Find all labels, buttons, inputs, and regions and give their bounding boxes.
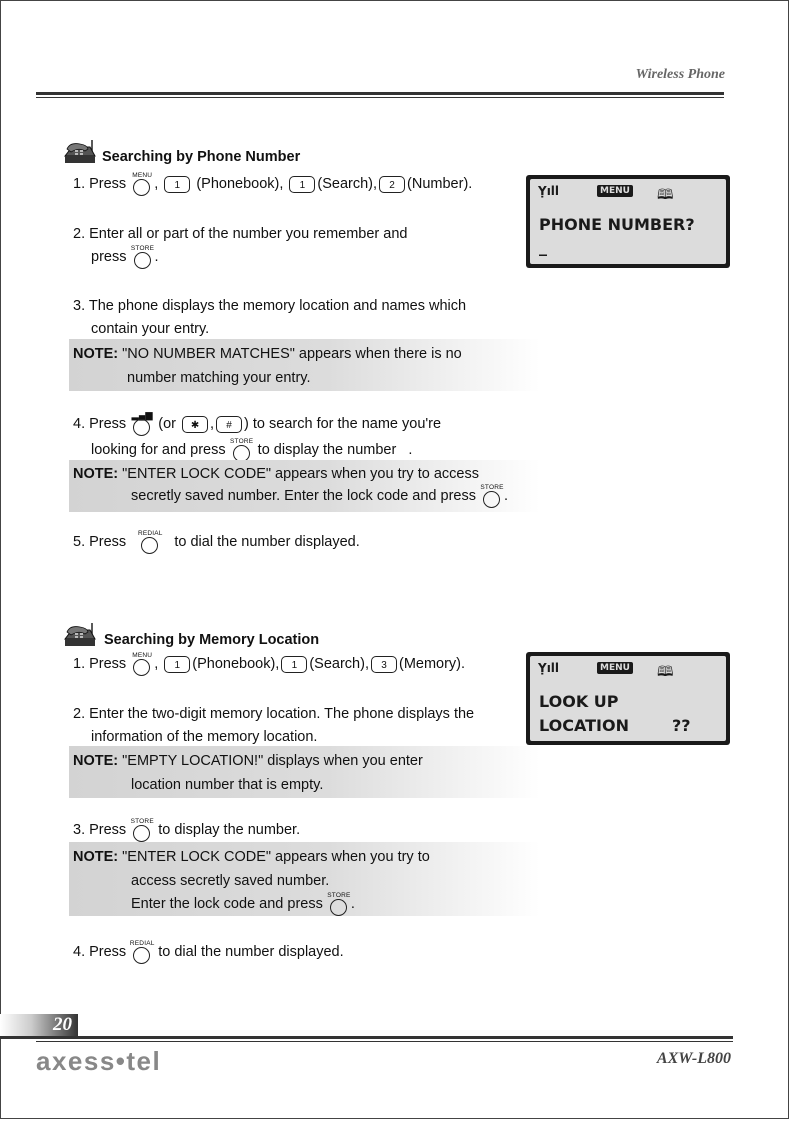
store-key[interactable] [482, 484, 502, 508]
key-1[interactable]: 1 [164, 656, 190, 673]
store-key[interactable] [329, 892, 349, 916]
lcd-display-memory-location [526, 652, 730, 745]
key-1[interactable]: 1 [281, 656, 307, 673]
step5-line [73, 530, 360, 554]
note-line-3: Enter the lock code and press STORE . [131, 892, 355, 916]
key-caption: REDIAL [129, 940, 155, 947]
key-3[interactable]: 3 [371, 656, 397, 673]
menu-badge: MENU [597, 185, 633, 197]
step-text: (Phonebook), [196, 175, 284, 192]
step-text: (Search), [309, 655, 369, 672]
key-hash[interactable]: # [216, 416, 242, 433]
step2-memory-line2: information of the memory location. [91, 729, 318, 745]
store-key[interactable] [232, 438, 252, 462]
menu-key[interactable] [132, 172, 152, 196]
volume-bars-icon: ▂▄▆ [131, 410, 153, 420]
step2-line2: press STORE . [91, 245, 159, 269]
lcd-display-phone-number [526, 175, 730, 268]
step-text: ) to search for the name you're [244, 415, 442, 432]
step2-line1: 2. Enter all or part of the number you remember and [73, 226, 408, 242]
step-text: (Search), [317, 175, 378, 192]
note-label: NOTE: [73, 753, 119, 769]
step-text: (Phonebook), [192, 655, 280, 672]
redial-key[interactable] [129, 940, 155, 964]
note-line [73, 848, 430, 866]
desk-phone-icon [62, 138, 96, 166]
book-icon: 🕮 [657, 664, 674, 680]
note-line [73, 752, 423, 770]
footer-rule [0, 1036, 733, 1039]
note-text: "ENTER LOCK CODE" appears when you try to access [122, 466, 479, 482]
section-title-phone-number: Searching by Phone Number [102, 149, 301, 165]
lcd-line-2: LOCATION [539, 716, 629, 735]
key-caption: MENU [132, 652, 153, 659]
store-key[interactable] [130, 245, 155, 269]
key-caption: STORE [130, 818, 154, 825]
step-text: looking for and press [91, 441, 226, 458]
page-number: 20 [53, 1014, 72, 1035]
step-text: (Number). [407, 175, 473, 192]
key-caption: STORE [480, 484, 504, 491]
lcd-line-1: PHONE NUMBER? [539, 215, 695, 234]
step-text: 1. Press [73, 175, 127, 192]
step-text: 5. Press [73, 533, 127, 550]
step-text: 3. Press [73, 821, 127, 838]
round-key-icon [330, 899, 347, 916]
note-text: "ENTER LOCK CODE" appears when you try to [122, 849, 430, 865]
note-text: secretly saved number. Enter the lock code and press [131, 487, 476, 504]
round-key-icon [133, 419, 150, 436]
signal-icon: Ỵıll [538, 661, 560, 675]
round-key-icon [133, 825, 150, 842]
note-label: NOTE: [73, 346, 119, 362]
note-line-2: number matching your entry. [127, 370, 311, 386]
round-key-icon [133, 179, 150, 196]
round-key-icon [134, 252, 151, 269]
lcd-cursor: _ [539, 237, 547, 256]
step-text: to dial the number displayed. [158, 943, 344, 960]
section-title-memory-location: Searching by Memory Location [104, 632, 320, 648]
step-text: to dial the number displayed. [174, 533, 360, 550]
key-caption: STORE [130, 245, 155, 252]
note-line-2: access secretly saved number. [131, 873, 330, 889]
signal-icon: Ỵıll [538, 184, 560, 198]
round-key-icon [483, 491, 500, 508]
menu-key[interactable] [132, 652, 152, 676]
book-icon: 🕮 [657, 187, 674, 203]
lcd-line-2-value: ?? [672, 716, 691, 735]
step4-memory [73, 940, 344, 964]
step-text: to display the number. [158, 821, 301, 838]
step4-line2: looking for and press STORE to display the number . [91, 438, 412, 462]
header-rule [36, 92, 724, 95]
step1-phone-number: 1. Press MENU , 1 (Phonebook), 1 (Search), 2 (Number). [73, 172, 472, 196]
note-line-2: secretly saved number. Enter the lock code and press STORE . [131, 484, 508, 508]
step-text: press [91, 248, 127, 265]
key-caption: STORE [230, 438, 254, 445]
step-text: (or [158, 415, 176, 432]
redial-key[interactable] [137, 530, 163, 554]
step-text: 4. Press [73, 943, 127, 960]
header-title: Wireless Phone [635, 67, 725, 82]
step3-line1: 3. The phone displays the memory location and names which [73, 298, 467, 314]
step-text: (Memory). [398, 655, 466, 672]
key-caption: MENU [132, 172, 153, 179]
page-number-tab [0, 1014, 78, 1036]
desk-phone-icon [62, 621, 96, 649]
note-text: "NO NUMBER MATCHES" appears when there is no [122, 346, 462, 362]
header-rule-thin [36, 97, 724, 98]
key-star[interactable]: ✱ [182, 416, 208, 433]
key-caption: STORE [327, 892, 351, 899]
step4-line1: 4. Press ▂▄▆ (or ✱ , # ) to search for the name you're [73, 412, 441, 436]
note-label: NOTE: [73, 849, 119, 865]
store-key[interactable] [132, 818, 152, 842]
step3-line2: contain your entry. [91, 321, 210, 337]
step3-memory [73, 818, 300, 842]
round-key-icon [133, 947, 150, 964]
step2-memory-line1: 2. Enter the two-digit memory location. The phone displays the [73, 706, 475, 722]
brand-logo: axess•tel [36, 1046, 162, 1076]
note-text: Enter the lock code and press [131, 895, 323, 912]
step-text: 1. Press [73, 655, 127, 672]
step-text: to display the number [257, 441, 397, 458]
key-2[interactable]: 2 [379, 176, 405, 193]
round-key-icon [141, 537, 158, 554]
key-1[interactable]: 1 [289, 176, 315, 193]
key-1[interactable]: 1 [164, 176, 190, 193]
note-line [73, 345, 462, 363]
step-text: 4. Press [73, 415, 127, 432]
footer-rule-thin [36, 1041, 733, 1042]
model-number: AXW-L800 [656, 1050, 731, 1067]
menu-badge: MENU [597, 662, 633, 674]
note-label: NOTE: [73, 466, 119, 482]
note-line [73, 465, 479, 483]
volume-key[interactable] [132, 412, 152, 436]
step1-memory: 1. Press MENU , 1 (Phonebook), 1 (Search), 3 (Memory). [73, 652, 465, 676]
key-caption: REDIAL [137, 530, 163, 537]
round-key-icon [133, 659, 150, 676]
lcd-line-1: LOOK UP [539, 692, 619, 711]
note-text: "EMPTY LOCATION!" displays when you enter [122, 753, 423, 769]
note-line-2: location number that is empty. [131, 777, 324, 793]
